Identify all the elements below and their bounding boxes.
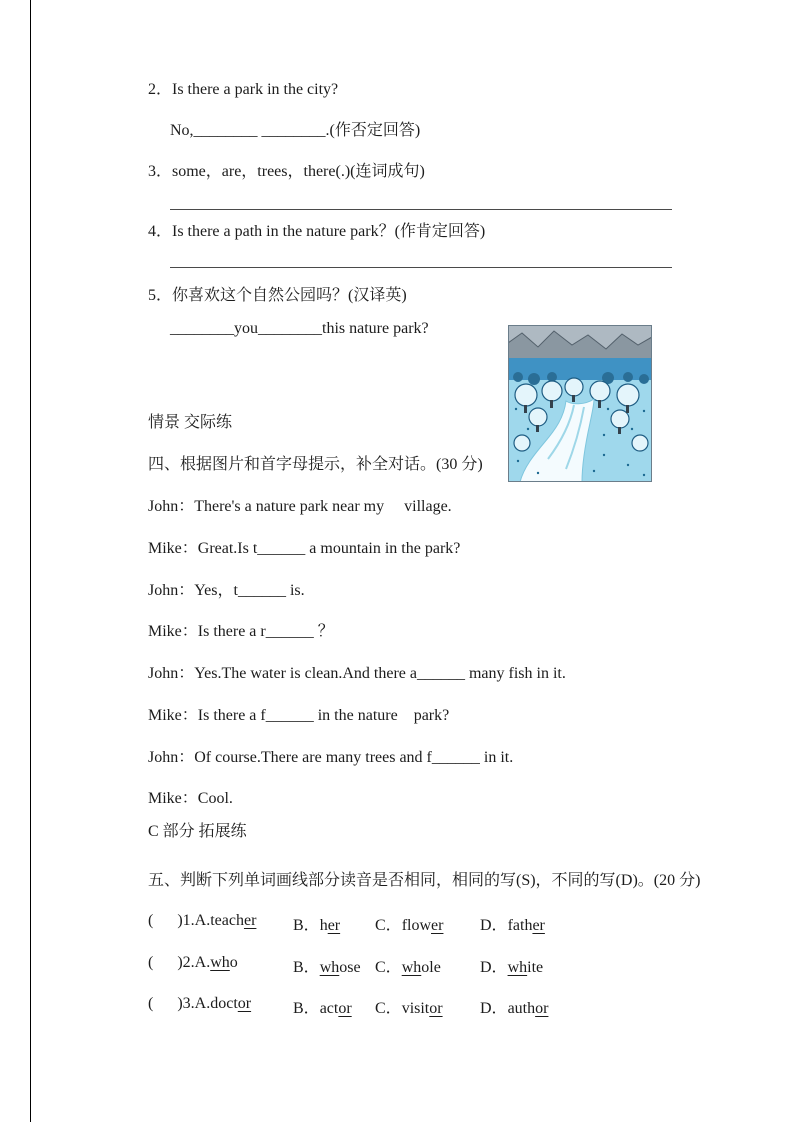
word-underlined: er [532,917,545,934]
question-5-answer-blank: ________you________this nature park? [170,320,429,337]
phonics-option-a [148,912,256,930]
dialog-line-john-2: John：Yes，t______ is. [148,582,305,599]
word-underlined: wh [319,959,340,976]
word-pre: h [319,917,328,934]
answer-paren: ( ) [148,912,183,929]
option-label: 1.A. [182,912,211,929]
dialog-line-mike-1: Mike：Great.Is t______ a mountain in the park? [148,540,461,557]
dialog-line-john-1: John：There's a nature park near my village. [148,498,452,515]
question-4: 4．Is there a path in the nature park？(作肯定回答) [148,223,486,240]
option-label: C． [375,1000,402,1017]
phonics-option-c [375,954,441,977]
word-underlined: er [243,912,257,929]
option-label: C． [375,917,402,934]
question-5: 5．你喜欢这个自然公园吗？(汉译英) [148,287,407,304]
phonics-option-c [375,912,443,935]
word-pre: doct [210,995,238,1012]
word [508,959,544,976]
section-heading-part-c: C 部分 拓展练 [148,823,247,840]
word-underlined: or [429,1000,443,1017]
word [508,1000,549,1017]
word-post: o [229,954,238,971]
answer-line [170,209,672,210]
word [402,959,441,976]
word-pre: teach [210,912,244,929]
word-underlined: wh [507,959,528,976]
word-underlined: er [327,917,341,934]
option-label: D． [480,1000,508,1017]
nature-park-illustration [508,325,652,482]
word-pre: auth [507,1000,536,1017]
question-2: 2．Is there a park in the city? [148,81,339,98]
dialog-line-john-4: John：Of course.There are many trees and f______ in it. [148,749,514,766]
phonics-option-b [293,954,361,977]
word [320,959,361,976]
option-label: B． [293,1000,320,1017]
option-label: 2.A. [182,954,211,971]
answer-paren: ( ) [148,995,183,1012]
phonics-option-b [293,995,352,1018]
word [402,917,444,934]
word [210,912,256,929]
phonics-option-b [293,912,340,935]
word [320,917,340,934]
phonics-option-d [480,995,548,1018]
option-label: 3.A. [182,995,211,1012]
word [210,995,251,1012]
word-underlined: or [338,1000,352,1017]
section-five-instruction: 五、判断下列单词画线部分读音是否相同，相同的写(S)，不同的写(D)。(20 分) [148,872,701,889]
option-label: C． [375,959,402,976]
phonics-option-d [480,912,545,935]
phonics-row-3 [148,995,728,1017]
word-post: ite [527,959,544,976]
word [320,1000,352,1017]
phonics-row-1 [148,912,728,934]
option-label: D． [480,917,508,934]
word-pre: flow [401,917,432,934]
dialog-line-mike-2: Mike：Is there a r______ ？ [148,623,334,640]
dialog-line-mike-4: Mike：Cool. [148,790,233,807]
option-label: D． [480,959,508,976]
word-underlined: or [535,1000,549,1017]
option-label: B． [293,959,320,976]
word-pre: fath [507,917,533,934]
question-2-answer-blank: No,________ ________.(作否定回答) [170,122,421,139]
word-post: ole [421,959,441,976]
word-underlined: or [237,995,252,1012]
answer-line [170,267,672,268]
page-left-border [30,0,31,1122]
option-label: B． [293,917,320,934]
phonics-option-c [375,995,443,1018]
phonics-option-d [480,954,543,977]
dialog-line-john-3: John：Yes.The water is clean.And there a______ many fish in it. [148,665,566,682]
section-four-instruction: 四、根据图片和首字母提示，补全对话。(30 分) [148,456,483,473]
dialog-line-mike-3: Mike：Is there a f______ in the nature park? [148,707,450,724]
word-pre: act [319,1000,339,1017]
word [508,917,545,934]
phonics-row-2 [148,954,728,976]
word [210,954,238,971]
word [402,1000,443,1017]
phonics-option-a [148,954,238,972]
question-3: 3．some，are，trees，there(.)(连词成句) [148,163,425,180]
word-underlined: er [431,917,444,934]
section-heading-scene: 情景 交际练 [148,414,233,431]
word-pre: visit [401,1000,430,1017]
word-underlined: wh [401,959,422,976]
word-post: ose [339,959,361,976]
phonics-option-a [148,995,251,1013]
word-underlined: wh [210,954,230,971]
answer-paren: ( ) [148,954,183,971]
